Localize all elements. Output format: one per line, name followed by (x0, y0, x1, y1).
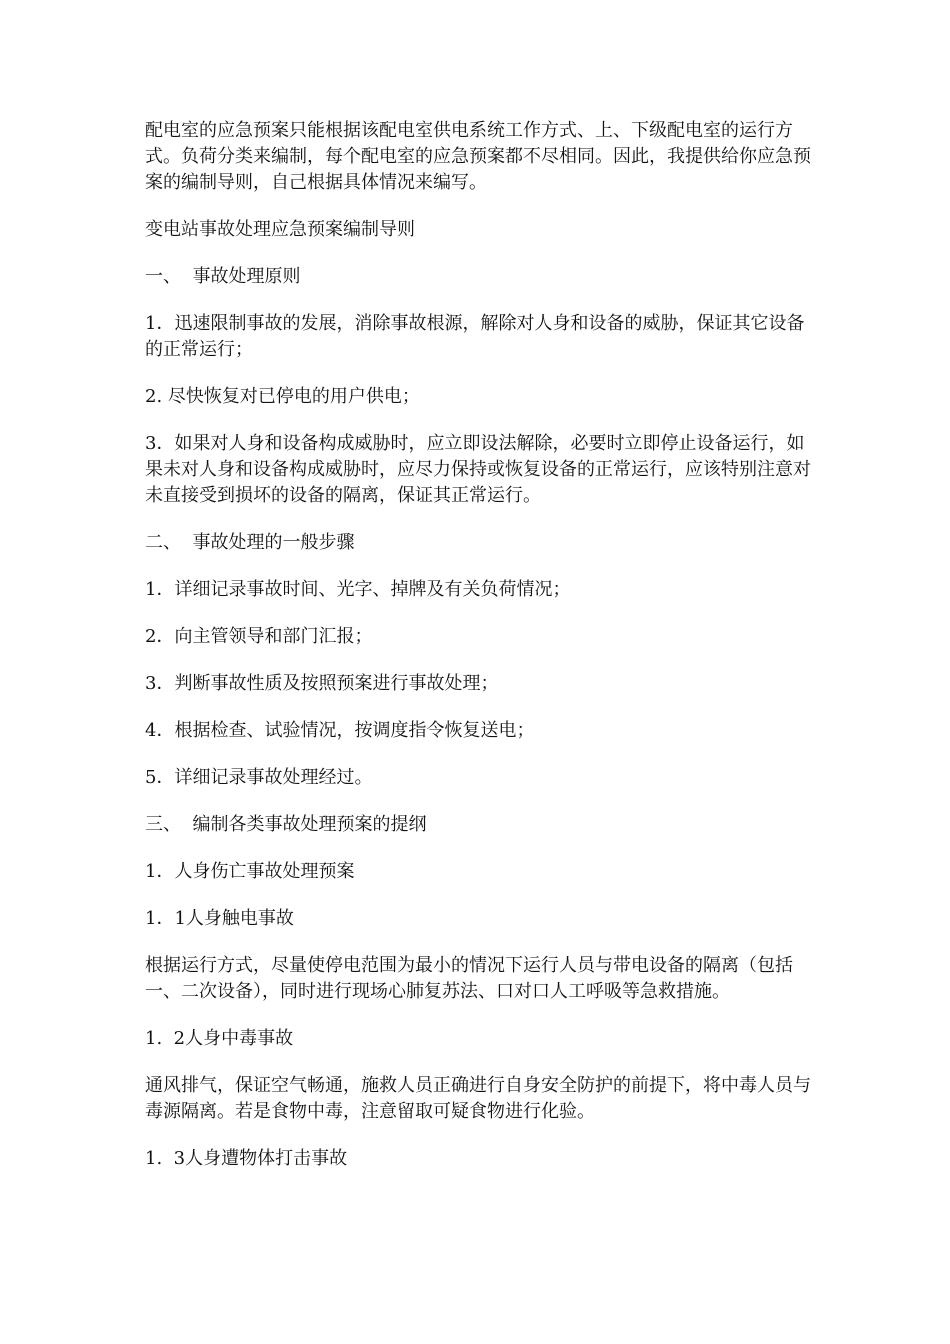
section-heading-3: 三、 编制各类事故处理预案的提纲 (145, 814, 427, 835)
section-heading-2: 二、 事故处理的一般步骤 (145, 532, 355, 553)
step-item-1: 1．详细记录事故时间、光字、掉牌及有关负荷情况； (145, 579, 571, 600)
section-heading-1: 一、 事故处理原则 (145, 266, 301, 287)
subsection-heading-1: 1．人身伤亡事故处理预案 (145, 861, 355, 882)
subsection-heading-1-3: 1. 3人身遭物体打击事故 (145, 1148, 348, 1169)
step-item-4: 4．根据检查、试验情况，按调度指令恢复送电； (145, 720, 535, 741)
subsection-heading-1-1: 1．1人身触电事故 (145, 908, 294, 929)
step-item-2: 2．向主管领导和部门汇报； (145, 626, 373, 647)
intro-paragraph: 配电室的应急预案只能根据该配电室供电系统工作方式、上、下级配电室的运行方式。负荷分类来编制，每个配电室的应急预案都不尽相同。因此，我提供给你应急预案的编制导则，自己根据具体情况来编写。 (145, 120, 811, 193)
principle-item-3: 3．如果对人身和设备构成威胁时，应立即设法解除，必要时立即停止设备运行，如果未对人身和设备构成威胁时，应尽力保持或恢复设备的正常运行，应该特别注意对未直接受到损坏的设备的隔离，保证其正常运行。 (145, 433, 811, 506)
step-item-5: 5．详细记录事故处理经过。 (145, 767, 373, 788)
document-title: 变电站事故处理应急预案编制导则 (145, 219, 415, 240)
principle-item-1: 1．迅速限制事故的发展，消除事故根源，解除对人身和设备的威胁，保证其它设备的正常运行； (145, 313, 805, 360)
subsection-body-1-1: 根据运行方式，尽量使停电范围为最小的情况下运行人员与带电设备的隔离（包括一、二次设备），同时进行现场心肺复苏法、口对口人工呼吸等急救措施。 (145, 955, 793, 1002)
subsection-body-1-2: 通风排气，保证空气畅通，施救人员正确进行自身安全防护的前提下，将中毒人员与毒源隔离。若是食物中毒，注意留取可疑食物进行化验。 (145, 1075, 811, 1122)
document-body (145, 118, 813, 1193)
principle-item-2: 2. 尽快恢复对已停电的用户供电； (145, 386, 420, 407)
subsection-heading-1-2: 1. 2人身中毒事故 (145, 1028, 294, 1049)
step-item-3: 3．判断事故性质及按照预案进行事故处理； (145, 673, 499, 694)
